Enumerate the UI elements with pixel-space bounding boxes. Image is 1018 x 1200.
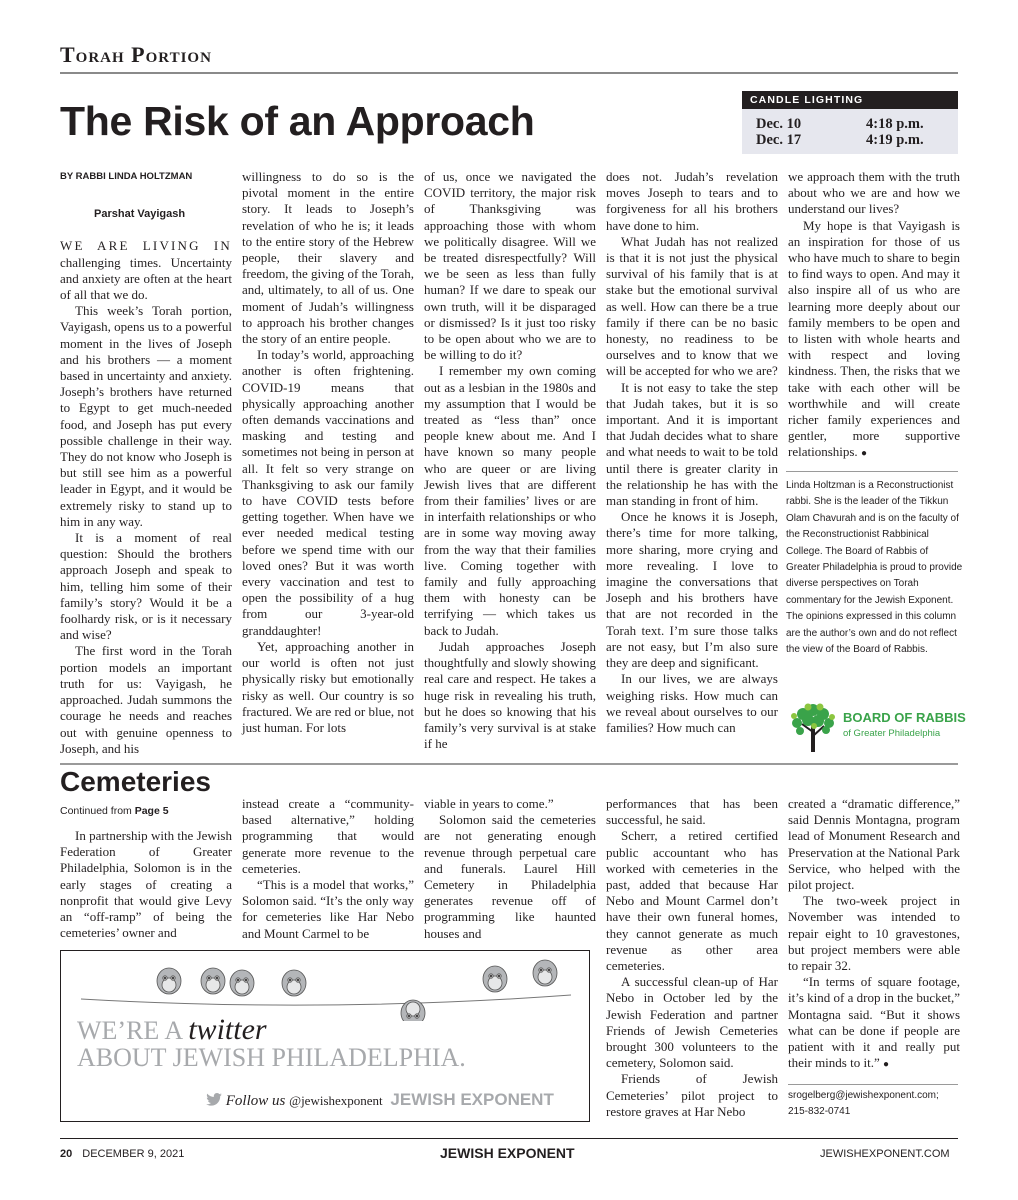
article-paragraph: we approach them with the truth about who we are and how we understand our lives? (788, 169, 960, 217)
article-paragraph: “This is a model that works,” Solomon said. “It’s the only way for cemeteries like Har Nebo and Mount Carmel to be (242, 877, 414, 941)
article-paragraph-text: “In terms of square footage, it’s kind of a drop in the bucket,” Montagna said. “But it shows what can be done if people are patient with it and really put their minds to it.” (788, 974, 960, 1071)
article-paragraph: A successful clean-up of Har Nebo in October led by the Jewish Federation and partner Friends of Jewish Cemeteries brought 300 volunteers to the cemetery, Solomon said. (606, 974, 778, 1071)
continued-prefix: Continued from (60, 805, 132, 817)
birds-on-wire-illustration (61, 951, 588, 1021)
parsha-name: Parshat Vayigash (94, 208, 186, 221)
cemeteries-column-3 (424, 796, 596, 942)
article-column-1 (60, 169, 232, 757)
footer-rule (60, 1138, 958, 1139)
article-paragraph: Yet, approaching another in our world is often not just physically risky but emotionally risky as well. Our country is so fractured. We are red or blue, not just human. For lots (242, 638, 414, 735)
tree-icon (788, 698, 838, 754)
ad-headline-prefix: WE’RE A (77, 1016, 182, 1045)
article-paragraph: viable in years to come.” (424, 796, 554, 811)
article-paragraph: Friends of Jewish Cemeteries’ pilot project to restore graves at Har Nebo (606, 1071, 778, 1119)
article-paragraph: of us, once we navigated the COVID territory, the major risk of Thanksgiving was approaching those with whom we politically disagree. Will we be treated disrespectfully? Will we be seen as less than fully human? If we dare to speak our own truth, will it be disparaged or dismissed? Is it just too risky to be open about who we are to be willing to do it? (424, 169, 596, 363)
article-lead-paragraph (60, 238, 232, 303)
article-paragraph: Once he knows it is Joseph, there’s time for more talking, more sharing, more crying and more revealing. I love to imagine the conversations that Joseph and his brothers have that are not recorded in the Torah text. I’m sure those talks are not easy, but I’m also sure they are deep and significant. (606, 509, 778, 671)
end-mark: ● (882, 1059, 890, 1071)
twitter-bird-icon (206, 1093, 222, 1106)
article-paragraph: created a “dramatic difference,” said Dennis Montagna, program lead of Monument Research and Preservation at the National Park Service, who helped with the pilot project. (788, 796, 960, 893)
section-divider (60, 763, 958, 765)
candle-time: 4:19 p.m. (866, 132, 924, 148)
headline: The Risk of an Approach (60, 98, 535, 144)
author-bio: Linda Holtzman is a Reconstructionist rabbi. She is the leader of the Tikkun Olam Chavurah and is on the faculty of the Reconstructionist Rabbinical College. The Board of Rabbis of Greater Philadelphia is proud to provide diverse perspectives on Torah commentary for the Jewish Exponent. The opinions expressed in this column are the author’s own and do not reflect the view of the Board of Rabbis. (786, 480, 963, 656)
article-column-4 (606, 169, 778, 736)
ad-headline-word: twitter (188, 1013, 267, 1046)
article-paragraph: Judah approaches Joseph thoughtfully and slowly showing real care and respect. He takes a huge risk in revealing his truth, but he does so knowing that his family’s very survival is at stake if he (424, 638, 596, 752)
article-paragraph: In today’s world, approaching another is often frightening. COVID-19 means that physically approaching another often demands vaccinations and masking and testing and sometimes not being in person at all. It felt so very strange on Thanksgiving to ask our family to have COVID tests before getting together. When have we ever needed medical testing before we spend time with our loved ones? But it was worth every vaccination and test to open the possibility of a hug from our 3-year-old granddaughter! (242, 347, 414, 638)
article-paragraph: I remember my own coming out as a lesbian in the 1980s and my assumption that I would be treated as “less than” once people knew about me. And I have known so many people who are queer or are living Jewish lives that are different from their families’ lives or are in interfaith relationships or who are in some way moving away from the way that their families live. Coming together with family and fully approaching them with honesty can be terrifying — which takes us back to Judah. (424, 363, 596, 638)
article-paragraph: performances that has been successful, he said. (606, 796, 778, 828)
board-of-rabbis-logo (788, 698, 966, 754)
logo-name: BOARD OF RABBIS (843, 710, 966, 725)
contact-rule (788, 1084, 958, 1085)
article-paragraph-text: My hope is that Vayigash is an inspiration for those of us who have much to share to begin to find ways to open. And may it also inspire all of us who are learning more deeply about our family members to be open and to listen with whole hearts and with respect and loving kindness. Then, the risks that we take with each other will be worthwhile and will create richer family experiences and gentler, more supportive relationships. (788, 217, 960, 460)
ad-headline-line-1 (77, 1013, 267, 1047)
ad-follow-text: Follow us (225, 1093, 286, 1109)
contact-email[interactable]: srogelberg@jewishexponent.com; (788, 1090, 939, 1101)
candle-date: Dec. 17 (756, 132, 802, 148)
article-paragraph: It is not easy to take the step that Judah takes, but it is so important. And it is important that Judah decides what to share and what needs to wait to be told until there is greater clarity in the relationship he has with the man standing in front of him. (606, 379, 778, 509)
article-paragraph: This week’s Torah portion, Vayigash, opens us to a powerful moment in the lives of Joseph and his brothers — a moment based in uncertainty and anxiety. Joseph’s brothers have returned to Egypt to get much-needed food, and Joseph has put every possible challenge in their way. They do not know who Joseph is but still see him as a powerful leader in Egypt, and it would be extremely risky to stand up to him in any way. (60, 303, 232, 529)
article-column-2 (242, 169, 414, 736)
contact-info (788, 1088, 960, 1121)
article-paragraph: What Judah has not realized is that it is not just the physical survival of his family that is at stake but the emotional survival as well. How can there be a true family if there can be no basic honesty, no readiness to be ourselves and to know that we will be accepted for who we are? (606, 233, 778, 379)
article-paragraph: The first word in the Torah portion models an important truth for us: Vayigash, he approached. Judah summons the courage he needs and reaches out with genuine openness to Joseph, and his (60, 643, 232, 756)
candle-date: Dec. 10 (756, 116, 802, 132)
candle-lighting-title: CANDLE LIGHTING (742, 91, 958, 109)
section-rule (60, 72, 958, 74)
ad-twitter-handle[interactable]: @jewishexponent (289, 1093, 383, 1108)
candle-lighting-box (742, 91, 958, 154)
end-mark: ● (860, 448, 867, 460)
footer-website[interactable]: JEWISHEXPONENT.COM (820, 1148, 950, 1160)
cemeteries-column-1 (60, 828, 232, 941)
logo-subtitle: of Greater Philadelphia (843, 728, 941, 739)
article-paragraph: instead create a “community-based alternative,” holding programming that would generate more revenue to the cemeteries. (242, 796, 414, 876)
ad-brand-name: JEWISH EXPONENT (390, 1090, 554, 1109)
continued-page-link[interactable]: Page 5 (134, 805, 169, 817)
cemeteries-column-4 (606, 796, 778, 1120)
continued-from (60, 805, 169, 817)
article-paragraph: Solomon said the cemeteries are not generating enough revenue through perpetual care and funerals. Laurel Hill Cemetery in Philadelphia generates revenue off of programming like haunted houses and (424, 812, 596, 941)
article-column-3 (424, 169, 596, 752)
twitter-advertisement[interactable] (60, 950, 590, 1122)
cemeteries-column-5 (788, 796, 960, 1073)
article-paragraph: In our lives, we are always weighing risks. How much can we reveal about ourselves to our families? How much can (606, 671, 778, 735)
ad-follow-line (206, 1090, 554, 1110)
cemeteries-column-2 (242, 796, 414, 942)
contact-phone: 215-832-0741 (788, 1106, 851, 1118)
footer-publication: JEWISH EXPONENT (440, 1145, 575, 1161)
footer-page-info (60, 1148, 184, 1160)
ad-headline-line-2: ABOUT JEWISH PHILADELPHIA. (77, 1043, 466, 1072)
lead-text: challenging times. Uncertainty and anxiety are often at the heart of all that we do. (60, 254, 232, 303)
article-column-5 (788, 169, 960, 463)
cemeteries-title: Cemeteries (60, 766, 211, 797)
article-paragraph: willingness to do so is the pivotal moment in the entire story. It leads to Joseph’s revelation of who he is; it leads to the entire story of the Hebrew people, their slavery and freedom, the giving of the Torah, and, ultimately, to all of us. One moment of Judah’s willingness to approach his brother changes the story of an entire people. (242, 169, 414, 347)
page-number: 20 (60, 1148, 73, 1160)
article-paragraph: does not. Judah’s revelation moves Joseph to tears and to forgiveness for all his brothers have done to him. (606, 169, 778, 233)
article-paragraph (788, 974, 960, 1073)
bio-rule (786, 471, 958, 472)
article-paragraph (788, 218, 960, 463)
issue-date: DECEMBER 9, 2021 (82, 1148, 185, 1160)
article-paragraph: In partnership with the Jewish Federation of Greater Philadelphia, Solomon is in the early stages of creating a nonprofit that would give Levy an “off-ramp” of being the cemeteries’ owner and (60, 828, 232, 941)
candle-time: 4:18 p.m. (866, 116, 924, 132)
lead-caps: WE ARE LIVING IN (60, 238, 232, 254)
byline: BY RABBI LINDA HOLTZMAN (60, 171, 193, 182)
section-label: Torah Portion (60, 42, 212, 67)
article-paragraph: It is a moment of real question: Should the brothers approach Joseph and speak to him, telling him some of their family’s story? Would it be a foolhardy risk, or is it necessary and wise? (60, 530, 232, 643)
article-paragraph: The two-week project in November was intended to repair eight to 10 gravestones, but project members were able to repair 32. (788, 893, 960, 974)
article-paragraph: Scherr, a retired certified public accountant who has worked with cemeteries in the past, added that because Har Nebo and Mount Carmel don’t have their own funeral homes, they cannot generate as much revenue as other area cemeteries. (606, 828, 778, 974)
